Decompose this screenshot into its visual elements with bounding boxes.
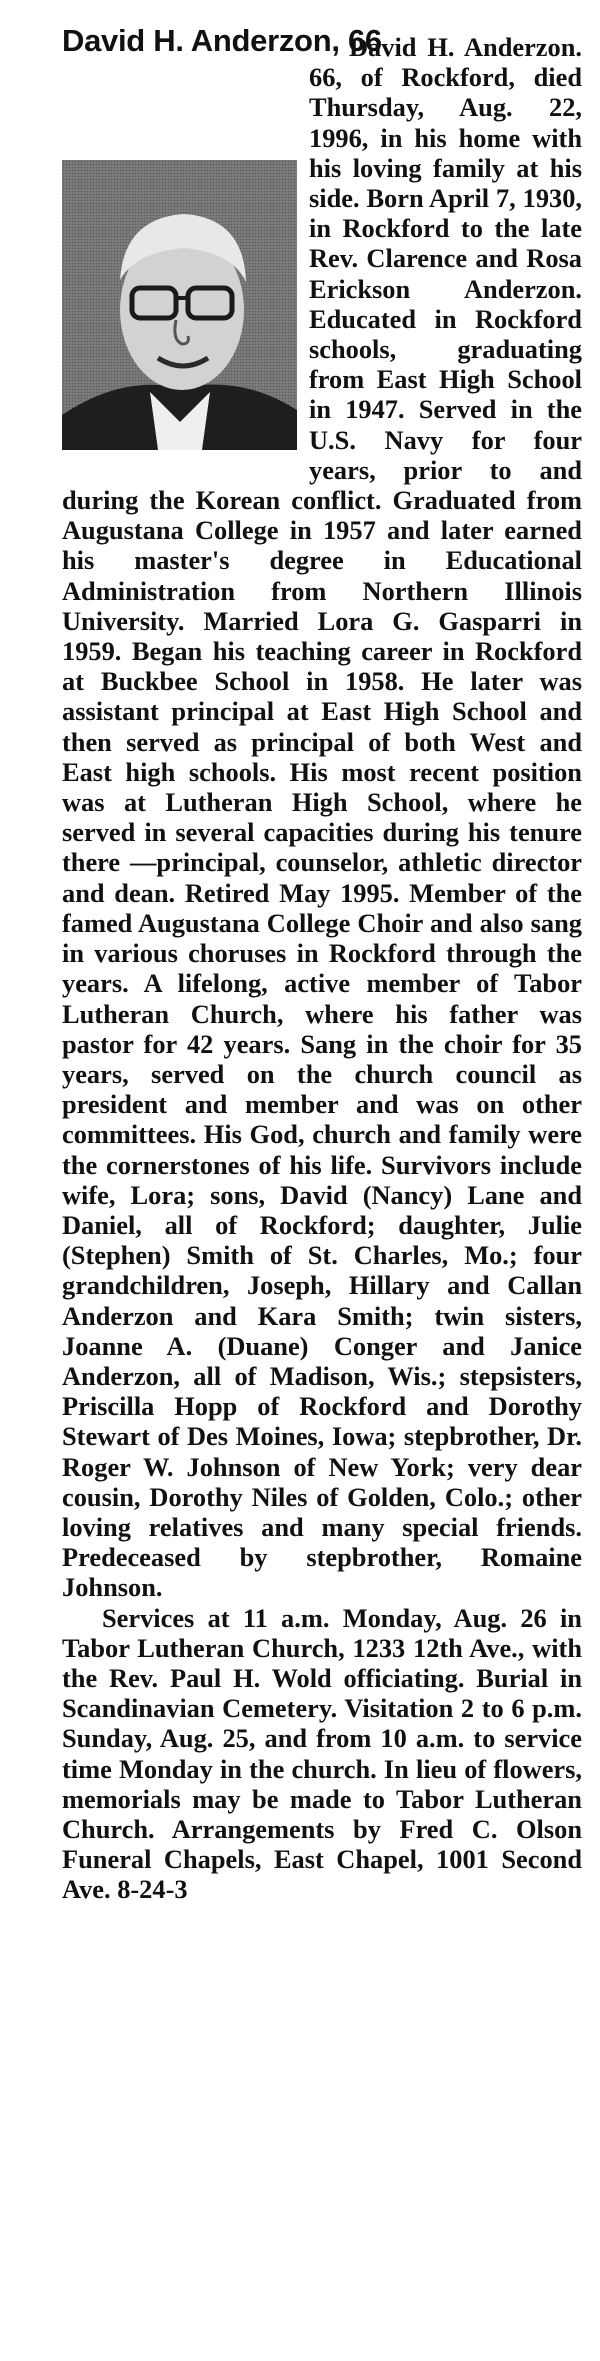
obituary-heading: David H. Anderzon, 66 — [62, 23, 382, 58]
obituary-paragraph-2: Services at 11 a.m. Monday, Aug. 26 in Tabor Lutheran Church, 1233 12th Ave., with the Rev. Paul H. Wold officiating. Burial in Scandinavian Cemetery. Visitation 2 to 6 p.m. Sunday, Aug. 25, and from 10 a.m. to service time Monday in the church. In lieu of flowers, memorials may be made to Tabor Lutheran Church. Arrangements by Fred C. Olson Funeral Chapels, East Chapel, 1001 Second Ave. 8-24-3 — [62, 1602, 582, 1905]
obituary-text-block — [62, 32, 582, 1905]
obituary-paragraph-1: David H. Anderzon. 66, of Rockford, died Thursday, Aug. 22, 1996, in his home with his loving family at his side. Born April 7, 1930, in Rockford to the late Rev. Clarence and Rosa Erickson Anderzon. Educated in Rockford schools, graduating from East High School in 1947. Served in the U.S. Navy for four years, prior to and during the Korean conflict. Graduated from Augustana College in 1957 and later earned his master's degree in Educational Administration from Northern Illinois University. Married Lora G. Gasparri in 1959. Began his teaching career in Rockford at Buckbee School in 1958. He later was assistant principal at East High School and then served as principal of both West and East high schools. His most recent position was at Lutheran High School, where he served in several capacities during his tenure there —principal, counselor, athletic director and dean. Retired May 1995. Member of the famed Augustana College Choir and also sang in various choruses in Rockford through the years. A lifelong, active member of Tabor Lutheran Church, where his father was pastor for 42 years. Sang in the choir for 35 years, served on the church council as president and member and was on other committees. His God, church and family were the cornerstones of his life. Survivors include wife, Lora; sons, David (Nancy) Lane and Daniel, all of Rockford; daughter, Julie (Stephen) Smith of St. Charles, Mo.; four grandchildren, Joseph, Hillary and Callan Anderzon and Kara Smith; twin sisters, Joanne A. (Duane) Conger and Janice Anderzon, all of Madison, Wis.; stepsisters, Priscilla Hopp of Rockford and Dorothy Stewart of Des Moines, Iowa; stepbrother, Dr. Roger W. Johnson of New York; very dear cousin, Dorothy Niles of Golden, Colo.; other loving relatives and many special friends. Predeceased by stepbrother, Romaine Johnson. — [62, 32, 582, 1603]
portrait-illustration — [62, 160, 297, 450]
portrait-photo-icon — [62, 160, 297, 450]
